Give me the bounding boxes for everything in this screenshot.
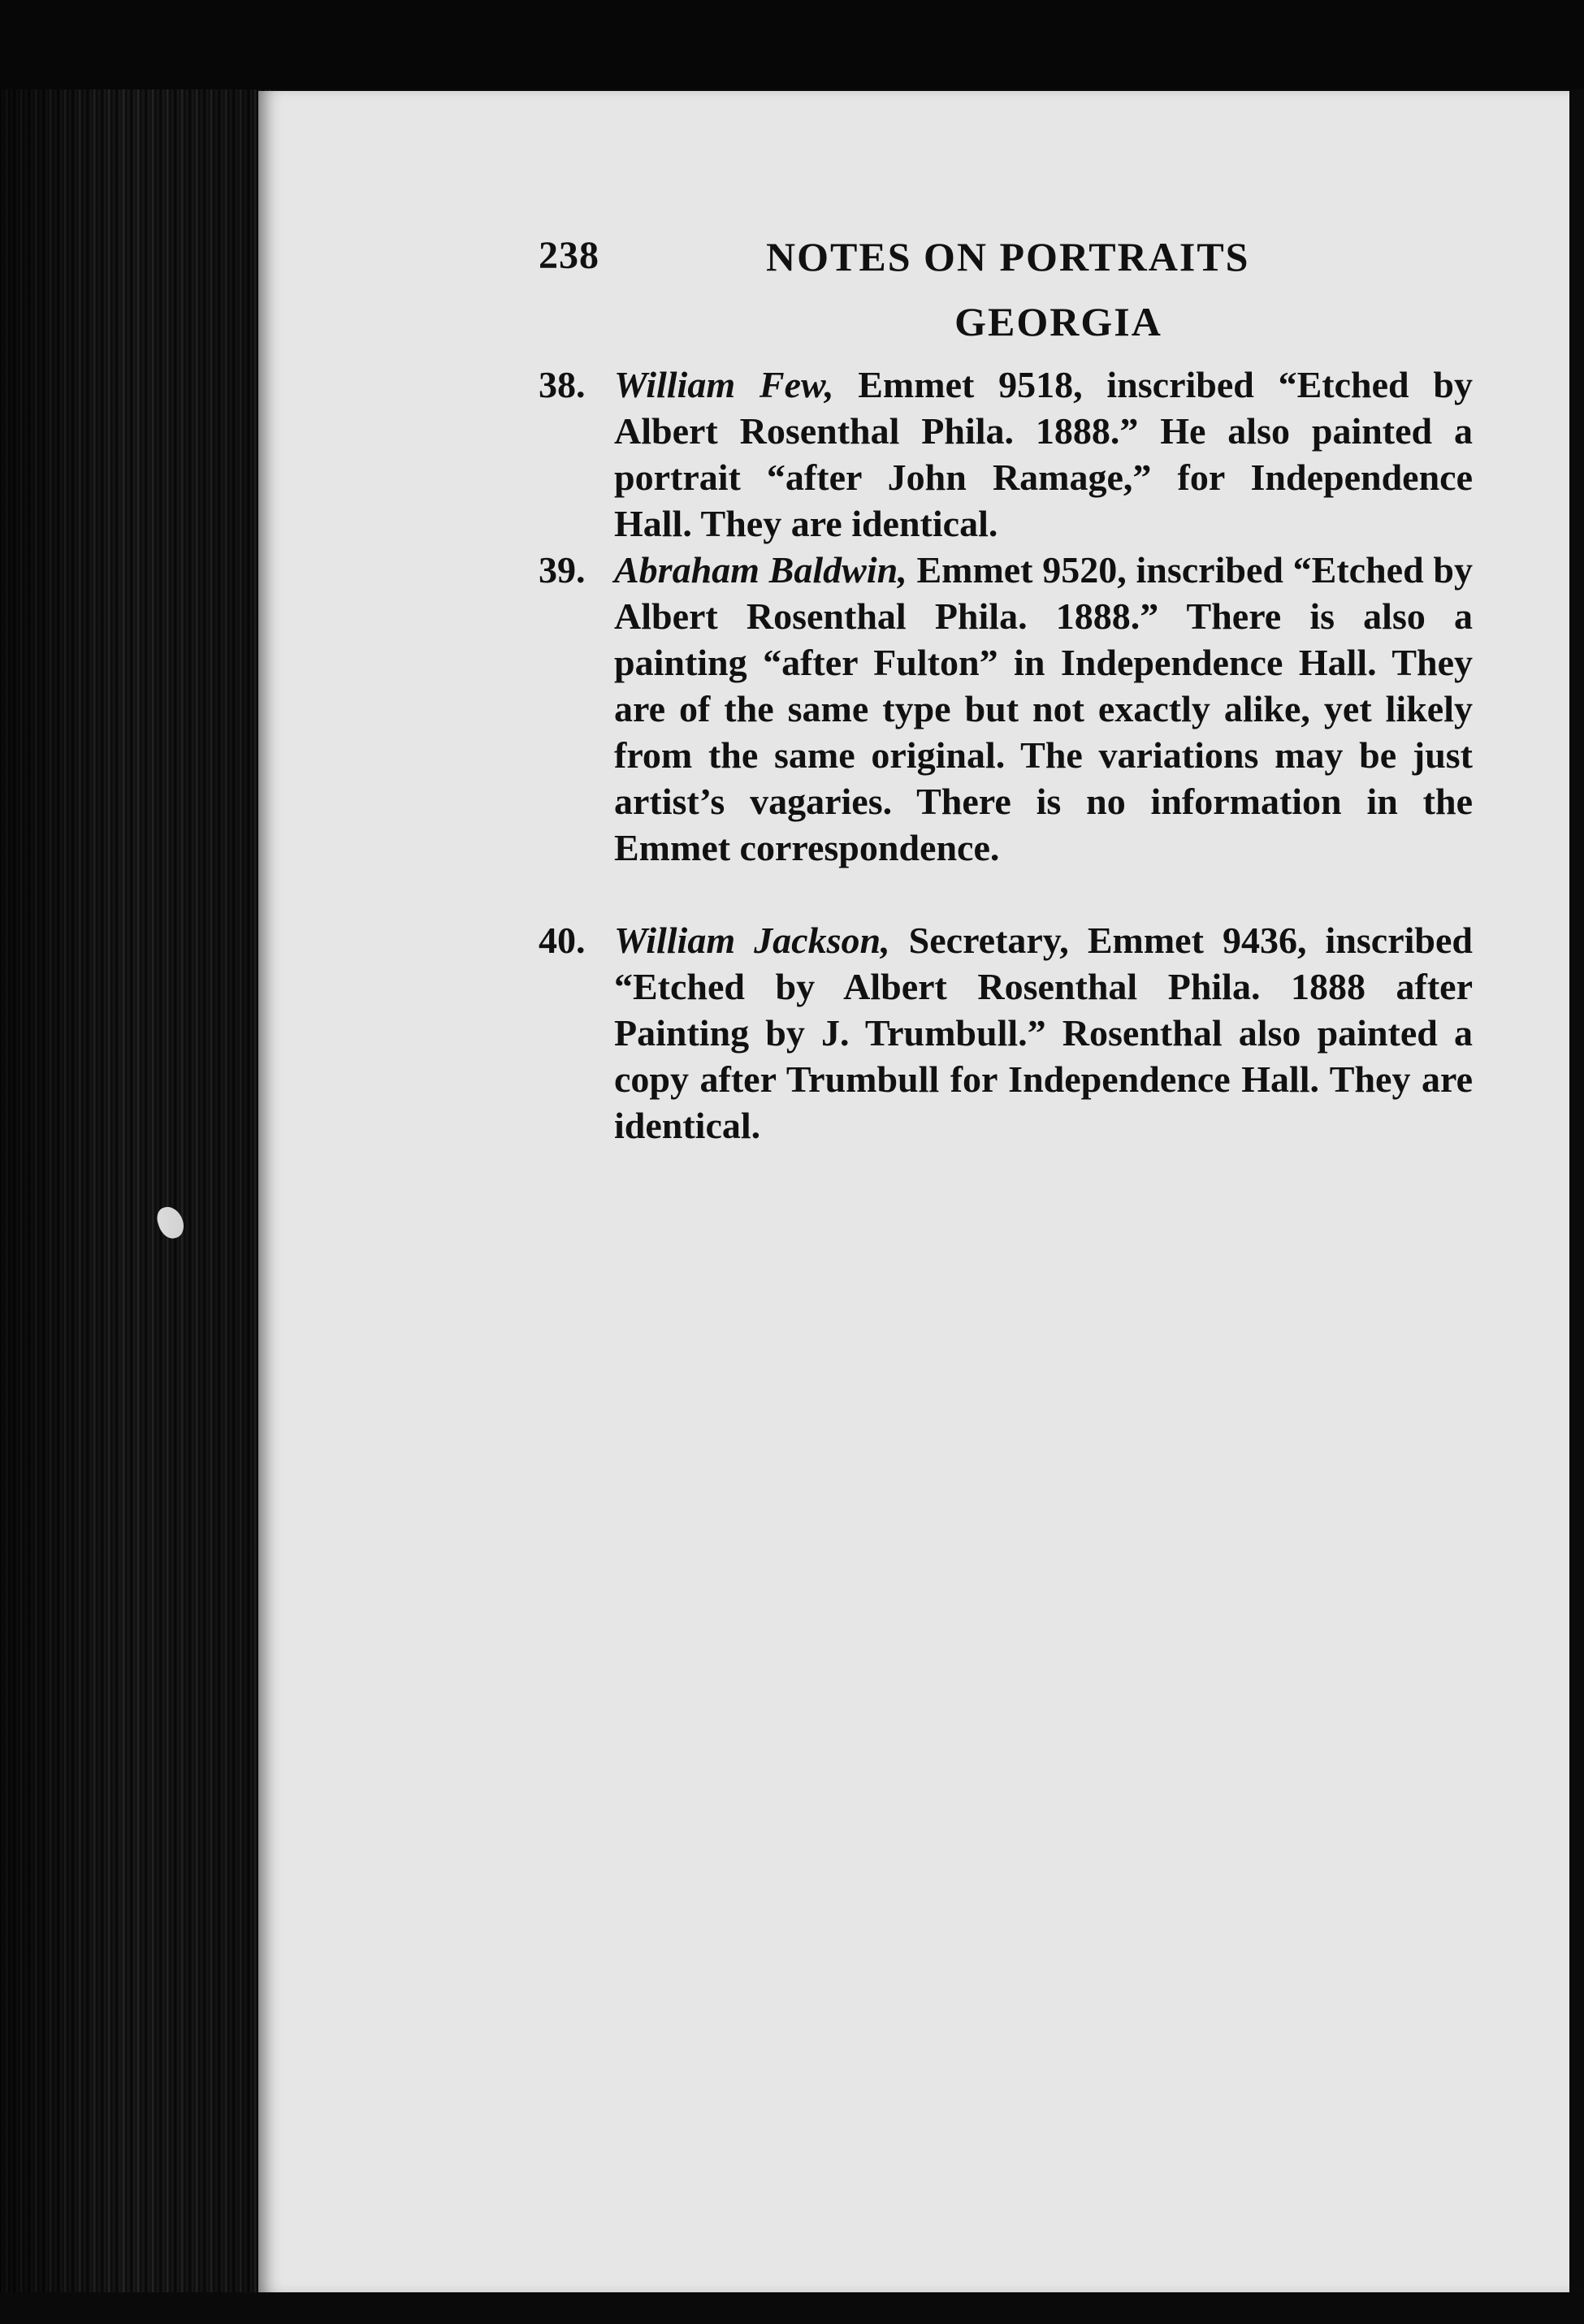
entry-number: 39. bbox=[539, 549, 586, 591]
running-head bbox=[539, 233, 1473, 298]
scan-speck bbox=[154, 1203, 188, 1241]
entry-text: Secretary, Emmet 9436, inscribed “Etched by Albert Rosenthal Phila. 1888 after Painting by J. Trumbull.” Rosenthal also painted a copy after Trumbull for Independence Hall. They are identical. bbox=[614, 920, 1473, 1146]
entry-38 bbox=[539, 361, 1473, 547]
entry-text: Emmet 9518, inscribed “Etched by Albert Rosenthal Phila. 1888.” He also painted a portrait “after John Ramage,” for Independence Hall. They are identical. bbox=[614, 364, 1473, 544]
page-content bbox=[539, 233, 1473, 1149]
entry-number: 38. bbox=[539, 364, 586, 405]
scan-top-frame bbox=[0, 0, 1584, 89]
entry-text: Emmet 9520, inscribed “Etched by Albert Rosenthal Phila. 1888.” There is also a painting “after Fulton” in Independence Hall. They are of the same type but not exactly alike, yet likely from the same original. The variations may be just artist’s vagaries. There is no information in the Emmet correspondence. bbox=[614, 549, 1473, 868]
entry-name: William Jackson, bbox=[614, 920, 890, 961]
book-page bbox=[258, 91, 1569, 2292]
entry-number: 40. bbox=[539, 920, 586, 961]
entry-39 bbox=[539, 547, 1473, 871]
entry-name: Abraham Baldwin, bbox=[614, 549, 907, 591]
page-number: 238 bbox=[539, 234, 599, 277]
entry-40 bbox=[539, 917, 1473, 1149]
entry-name: William Few, bbox=[614, 364, 834, 405]
book-page-edges bbox=[0, 89, 276, 2324]
section-title: GEORGIA bbox=[954, 299, 1162, 344]
scan-bottom-frame bbox=[0, 2292, 1584, 2324]
running-title: NOTES ON PORTRAITS bbox=[766, 234, 1250, 279]
